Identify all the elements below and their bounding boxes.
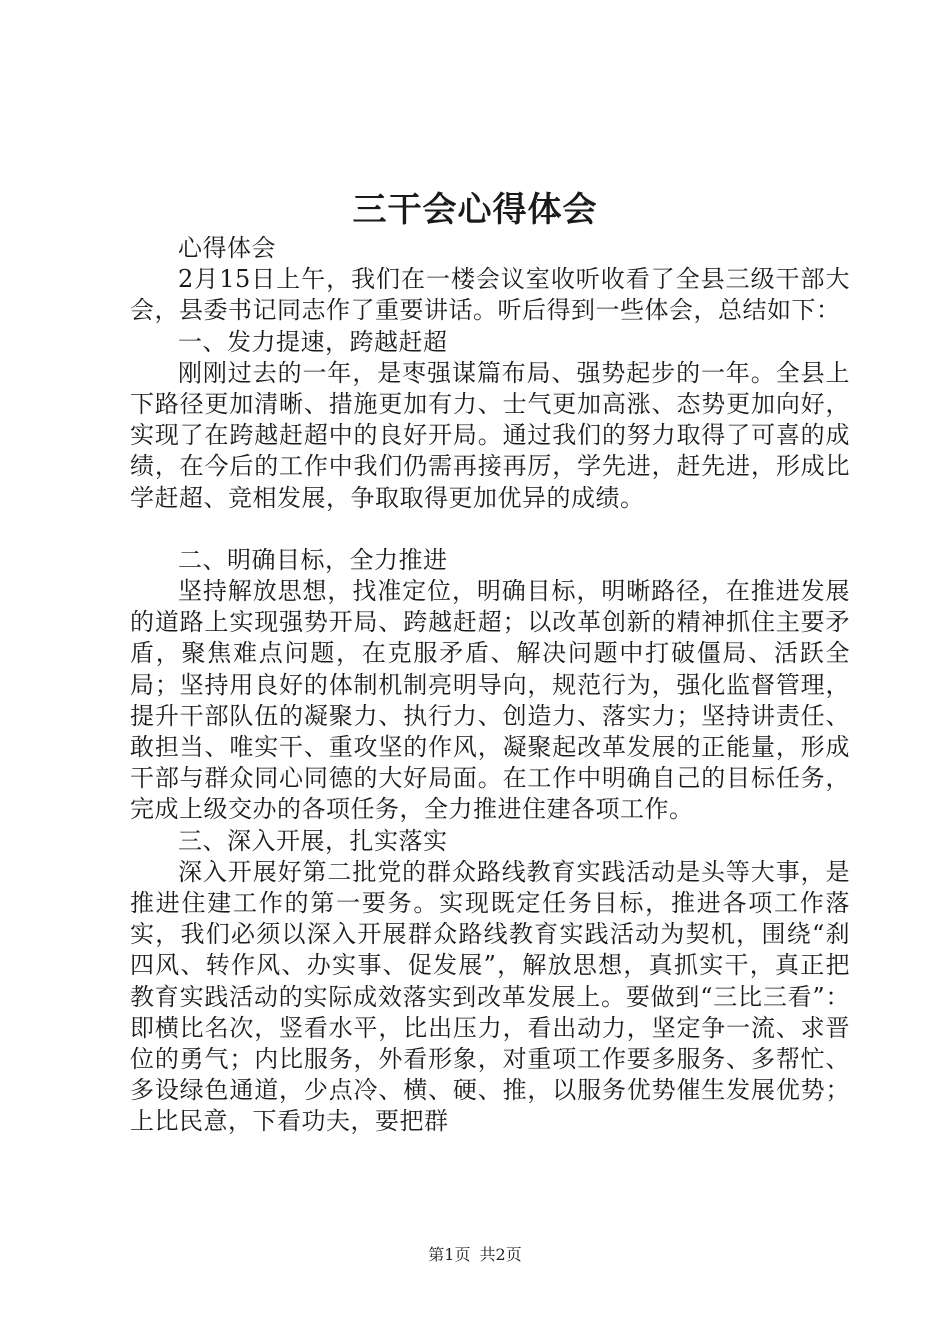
section-heading-2: 二、明确目标，全力推进 <box>178 545 448 574</box>
section-body-3: 深入开展好第二批党的群众路线教育实践活动是头等大事，是推进住建工作的第一要务。实现既定任务目标，推进各项工作落实，我们必须以深入开展群众路线教育实践活动为契机，围绕“刹四风、转作风、办实事、促发展”，解放思想，真抓实干，真正把教育实践活动的实际成效落实到改革发展上。要做到“三比三看”：即横比名次，竖看水平，比出压力，看出动力，坚定争一流、求晋位的勇气；内比服务，外看形象，对重项工作要多服务、多帮忙、多设绿色通道，少点冷、横、硬、推，以服务优势催生发展优势；上比民意，下看功夫，要把群 <box>130 857 850 1136</box>
document-body <box>130 233 850 1138</box>
section-heading-1: 一、发力提速，跨越赶超 <box>178 327 448 356</box>
body-paragraph-label: 心得体会 <box>178 234 276 262</box>
page-footer <box>0 1244 950 1266</box>
page-total: 共2页 <box>479 1245 522 1264</box>
section-body-1: 刚刚过去的一年，是枣强谋篇布局、强势起步的一年。全县上下路径更加清晰、措施更加有力、士气更加高涨、态势更加向好，实现了在跨越赶超中的良好开局。通过我们的努力取得了可喜的成绩，在今后的工作中我们仍需再接再厉，学先进，赶先进，形成比学赶超、竞相发展，争取取得更加优异的成绩。 <box>130 358 850 512</box>
section-body-2: 坚持解放思想，找准定位，明确目标，明晰路径，在推进发展的道路上实现强势开局、跨越赶超；以改革创新的精神抓住主要矛盾，聚焦难点问题，在克服矛盾、解决问题中打破僵局、活跃全局；坚持用良好的体制机制亮明导向，规范行为，强化监督管理，提升干部队伍的凝聚力、执行力、创造力、落实力；坚持讲责任、敢担当、唯实干、重攻坚的作风，凝聚起改革发展的正能量，形成干部与群众同心同德的大好局面。在工作中明确自己的目标任务，完成上级交办的各项任务，全力推进住建各项工作。 <box>130 577 850 824</box>
page-number: 第1页 <box>428 1245 471 1264</box>
section-heading-3: 三、深入开展，扎实落实 <box>178 826 448 855</box>
document-title: 三干会心得体会 <box>352 190 598 230</box>
body-paragraph-intro: 2月15日上午，我们在一楼会议室收听收看了全县三级干部大会，县委书记同志作了重要讲话。听后得到一些体会，总结如下： <box>130 265 850 325</box>
